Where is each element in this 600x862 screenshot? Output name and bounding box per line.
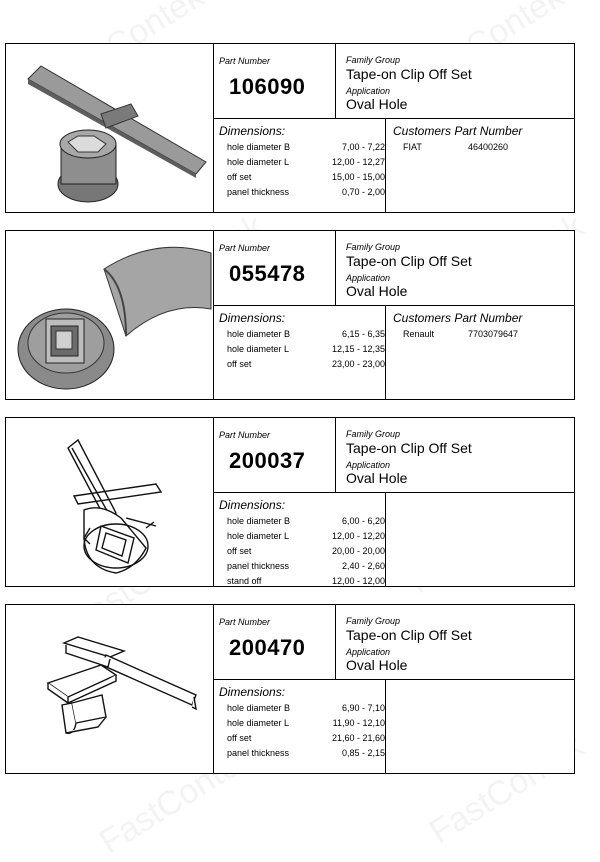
dimension-row: hole diameter B 6,90 - 7,10 (227, 703, 385, 713)
customer-part-number: 7703079647 (468, 329, 519, 339)
dimensions-label: Dimensions: (219, 124, 286, 138)
part-number-label: Part Number (219, 243, 271, 253)
family-group-value: Tape-on Clip Off Set (346, 440, 472, 456)
dimensions-label: Dimensions: (219, 685, 286, 699)
part-number: 055478 (229, 261, 306, 286)
dimension-row: hole diameter B 6,15 - 6,35 (227, 329, 385, 339)
family-group-value: Tape-on Clip Off Set (346, 66, 472, 82)
part-number: 106090 (229, 74, 306, 99)
part-number-label: Part Number (219, 430, 271, 440)
dimension-row: hole diameter L 12,00 - 12,20 (227, 531, 385, 541)
part-card (5, 230, 575, 400)
customer-make: FIAT (403, 142, 422, 152)
customer-make: Renault (403, 329, 435, 339)
customers-part-number-empty (386, 493, 574, 586)
dimension-row: stand off 12,00 - 12,00 (227, 576, 385, 586)
dimension-row: hole diameter L 11,90 - 12,10 (227, 718, 385, 728)
dimension-row: off set 21,60 - 21,60 (227, 733, 385, 743)
dimension-row: panel thickness 0,85 - 2,15 (227, 748, 385, 758)
part-number-label: Part Number (219, 617, 271, 627)
part-image (6, 231, 214, 399)
part-card (5, 417, 575, 587)
application-label: Application (346, 273, 391, 283)
family-group-label: Family Group (346, 616, 401, 626)
application-value: Oval Hole (346, 470, 408, 486)
dimension-row: panel thickness 0,70 - 2,00 (227, 187, 385, 197)
part-card (5, 43, 575, 213)
part-image (6, 605, 214, 773)
part-number: 200470 (229, 635, 306, 660)
dimension-row: hole diameter L 12,00 - 12,27 (227, 157, 385, 167)
application-label: Application (346, 86, 391, 96)
part-image (6, 44, 214, 212)
family-group-value: Tape-on Clip Off Set (346, 253, 472, 269)
dimensions-label: Dimensions: (219, 498, 286, 512)
dimension-row: hole diameter L 12,15 - 12,35 (227, 344, 385, 354)
application-value: Oval Hole (346, 657, 408, 673)
application-value: Oval Hole (346, 96, 408, 112)
dimension-row: hole diameter B 7,00 - 7,22 (227, 142, 385, 152)
dimension-row: off set 15,00 - 15,00 (227, 172, 385, 182)
part-number: 200037 (229, 448, 306, 473)
dimension-row: panel thickness 2,40 - 2,60 (227, 561, 385, 571)
family-group-value: Tape-on Clip Off Set (346, 627, 472, 643)
part-number-label: Part Number (219, 56, 271, 66)
customers-part-number-label: Customers Part Number (393, 124, 523, 138)
dimension-row: off set 23,00 - 23,00 (227, 359, 385, 369)
customer-part-number: 46400260 (468, 142, 509, 152)
family-group-label: Family Group (346, 429, 401, 439)
dimensions-label: Dimensions: (219, 311, 286, 325)
dimension-row: hole diameter B 6,00 - 6,20 (227, 516, 385, 526)
application-value: Oval Hole (346, 283, 408, 299)
family-group-label: Family Group (346, 55, 401, 65)
family-group-label: Family Group (346, 242, 401, 252)
part-card (5, 604, 575, 774)
customers-part-number-empty (386, 680, 574, 773)
application-label: Application (346, 460, 391, 470)
part-image (6, 418, 214, 586)
application-label: Application (346, 647, 391, 657)
dimension-row: off set 20,00 - 20,00 (227, 546, 385, 556)
customers-part-number-label: Customers Part Number (393, 311, 523, 325)
